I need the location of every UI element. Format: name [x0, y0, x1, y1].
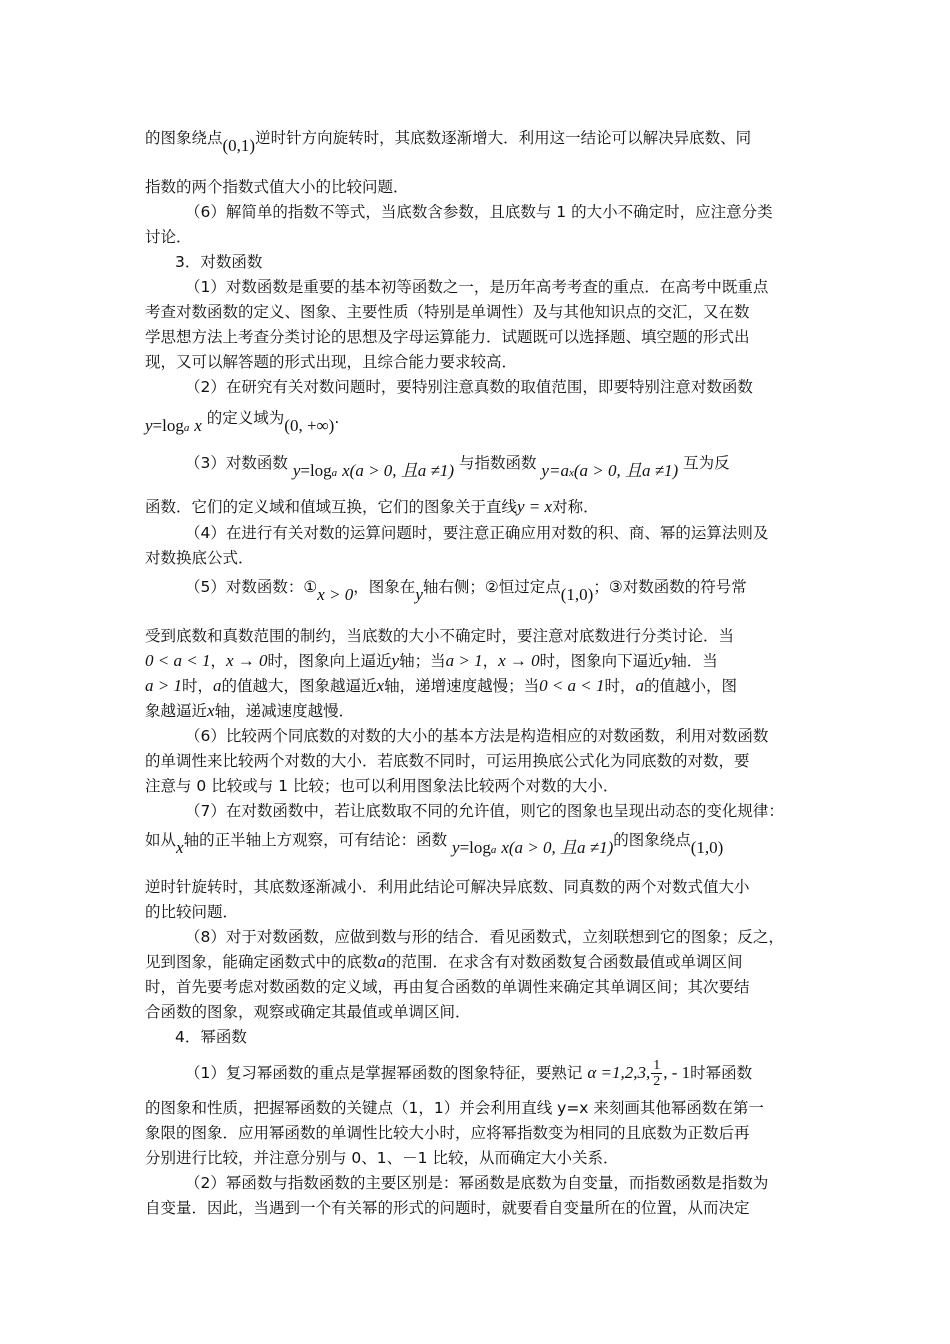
- text: 轴；当: [399, 652, 446, 670]
- text-line: [185, 453, 730, 480]
- text-line: [145, 408, 340, 435]
- math-expr: x > 0: [317, 585, 354, 604]
- math-var: a: [377, 952, 387, 971]
- text: 逆时针方向旋转时，其底数逐渐增大．利用这一结论可以解决异底数、同: [255, 129, 752, 147]
- text: 时，: [604, 677, 636, 695]
- text: （3）对数函数: [185, 454, 288, 472]
- text-line: （6）比较两个同底数的对数的大小的基本方法是构造相应的对数函数，利用对数函数: [185, 727, 769, 745]
- math-sub: a: [331, 467, 338, 479]
- math-expr: , - 1: [663, 1063, 691, 1082]
- text: 时幂函数: [690, 1064, 753, 1082]
- text: 时，图象向下逼近: [539, 652, 664, 670]
- math-expr: x(a > 0, 且a ≠1): [501, 838, 614, 857]
- math-sub: a: [490, 844, 497, 856]
- text-line: [145, 676, 737, 696]
- text-line: 的图象和性质，把握幂函数的关键点（1，1）并会利用直线 y=x 来刻画其他幂函数在第一: [145, 1099, 764, 1117]
- math-var: y: [391, 651, 400, 670]
- text: 时，图象向上逼近: [267, 652, 392, 670]
- math-var: x: [376, 676, 385, 695]
- text-line: （7）在对数函数中，若让底数取不同的允许值，则它的图象也呈现出动态的变化规律：: [185, 802, 784, 820]
- text-line: （2）幂函数与指数函数的主要区别是：幂函数是底数为自变量，而指数函数是指数为: [185, 1174, 769, 1192]
- text: ；③对数函数的符号常: [593, 578, 747, 596]
- math-log: =log: [459, 838, 491, 857]
- text-line: 时，首先要考虑对数函数的定义域，再由复合函数的单调性来确定其单调区间；其次要结: [145, 978, 750, 996]
- text: 如从: [145, 831, 177, 849]
- text: （1）复习幂函数的重点是掌握幂函数的图象特征，要熟记: [185, 1064, 583, 1082]
- math-expr: (a > 0, 且a ≠1): [573, 461, 679, 480]
- math-var: y: [292, 461, 301, 480]
- point: (1,0): [560, 585, 594, 604]
- text-line: [145, 128, 752, 155]
- text-line: [145, 651, 718, 671]
- text: （5）对数函数：①: [185, 578, 318, 596]
- text-line: 学思想方法上考查分类讨论的思想及字母运算能力．试题既可以选择题、填空题的形式出: [145, 328, 750, 346]
- text: 的值越小，图: [644, 677, 738, 695]
- text-line: 分别进行比较，并注意分别与 0、1、－1 比较，从而确定大小关系．: [145, 1149, 619, 1167]
- text-line: 指数的两个指数式值大小的比较问题．: [145, 178, 409, 196]
- math-var: x: [207, 701, 215, 720]
- math-var: y: [145, 416, 153, 435]
- text: 函数．它们的定义域和值域互换，它们的图象关于直线: [145, 498, 518, 516]
- fraction: [651, 1058, 662, 1089]
- text-line: 自变量．因此，当遇到一个有关幂的形式的问题时，就要看自变量所在的位置，从而决定: [145, 1199, 750, 1217]
- text-line: 逆时针旋转时，其底数逐渐减小．利用此结论可解决异底数、同真数的两个对数式值大小: [145, 878, 750, 896]
- text-line: 象限的图象．应用幂函数的单调性比较大小时，应将幂指数变为相同的且底数为正数后再: [145, 1124, 750, 1142]
- text-line: 讨论．: [145, 228, 192, 246]
- math-expr: a > 1: [445, 651, 483, 670]
- math-log: =log: [152, 416, 184, 435]
- text-line: （2）在研究有关对数问题时，要特别注意真数的取值范围，即要特别注意对数函数: [185, 378, 753, 396]
- text-line: [185, 577, 747, 604]
- text: 轴的正半轴上方观察，可有结论：函数: [183, 831, 448, 849]
- text: 对称．: [552, 498, 599, 516]
- math-expr: x → 0: [225, 651, 268, 670]
- math-expr: x(a > 0, 且a ≠1): [342, 461, 455, 480]
- math-sup: x: [568, 467, 574, 479]
- text: 互为反: [683, 454, 730, 472]
- section-heading: 4．幂函数: [175, 1028, 247, 1046]
- domain-interval: (0, +∞): [284, 416, 335, 435]
- math-expr: x → 0: [498, 651, 540, 670]
- text-line: 现，又可以解答题的形式出现，且综合能力要求较高．: [145, 353, 518, 371]
- text-line: （1）对数函数是重要的基本初等函数之一，是历年高考考查的重点．在高考中既重点: [185, 278, 769, 296]
- text: 的图象绕点: [145, 129, 223, 147]
- math-var: y: [415, 585, 423, 604]
- text: 轴，递减速度越慢．: [214, 702, 355, 720]
- math-var: y: [452, 838, 460, 857]
- text-line: （8）对于对数函数，应做到数与形的结合．看见函数式，立刻联想到它的图象；反之，: [185, 928, 784, 946]
- text: 的图象绕点: [613, 831, 691, 849]
- text: 的范围．在求含有对数函数复合函数最值或单调区间: [386, 953, 743, 971]
- text: 轴，递增速度越慢；当: [384, 677, 540, 695]
- math-base: =a: [548, 461, 569, 480]
- text-line: [145, 497, 599, 517]
- text-line: 合函数的图象，观察或确定其最值或单调区间．: [145, 1003, 471, 1021]
- section-heading: 3．对数函数: [175, 253, 263, 271]
- fraction-numerator: 1: [653, 1058, 661, 1073]
- math-expr: α =1,2,3,: [587, 1063, 651, 1082]
- text: 的定义域为: [206, 409, 285, 427]
- math-var: x: [194, 416, 202, 435]
- text: 时，: [181, 677, 213, 695]
- text-line: 注意与 0 比较或与 1 比较；也可以利用图象法比较两个对数的大小．: [145, 777, 619, 795]
- text-line: （6）解简单的指数不等式，当底数含参数，且底数与 1 的大小不确定时，应注意分类: [185, 203, 773, 221]
- text: 的值越大，图象越逼近: [221, 677, 377, 695]
- text-line: 对数换底公式．: [145, 549, 254, 567]
- text: 与指数函数: [458, 454, 537, 472]
- math-var: a: [635, 676, 645, 695]
- math-var: a: [213, 676, 222, 695]
- math-log: =log: [300, 461, 332, 480]
- text: ，图象在: [353, 578, 416, 596]
- math-expr: 0 < a < 1: [539, 676, 605, 695]
- math-var: y: [663, 651, 672, 670]
- math-sub: a: [183, 422, 190, 434]
- math-expr: a > 1: [145, 676, 182, 695]
- text-line: （4）在进行有关对数的运算问题时，要注意正确应用对数的积、商、幂的运算法则及: [185, 524, 769, 542]
- text-line: [185, 1058, 752, 1089]
- point: (0,1): [222, 136, 256, 155]
- text: ，: [482, 652, 499, 670]
- text-line: [145, 952, 743, 972]
- math-var: y: [541, 461, 549, 480]
- text: 轴右侧；②恒过定点: [422, 578, 561, 596]
- text: ，: [210, 652, 226, 670]
- text-line: 考查对数函数的定义、图象、主要性质（特别是单调性）及与其他知识点的交汇，又在数: [145, 303, 750, 321]
- text-line: 的比较问题．: [145, 903, 239, 921]
- math-var: x: [176, 838, 184, 857]
- math-expr: 0 < a < 1: [145, 651, 211, 670]
- text: 轴．当: [671, 652, 718, 670]
- text-line: 受到底数和真数范围的制约，当底数的大小不确定时，要注意对底数进行分类讨论．当: [145, 627, 735, 645]
- point: (1,0): [690, 838, 724, 857]
- text: .: [334, 409, 340, 427]
- fraction-denominator: 2: [653, 1074, 661, 1089]
- text-line: [145, 830, 724, 857]
- math-expr: y = x: [517, 497, 553, 516]
- text-line: [145, 701, 354, 721]
- text: 见到图象，能确定函数式中的底数: [145, 953, 378, 971]
- text: 象越逼近: [145, 702, 208, 720]
- text-line: 的单调性来比较两个对数的大小．若底数不同时，可运用换底公式化为同底数的对数，要: [145, 752, 750, 770]
